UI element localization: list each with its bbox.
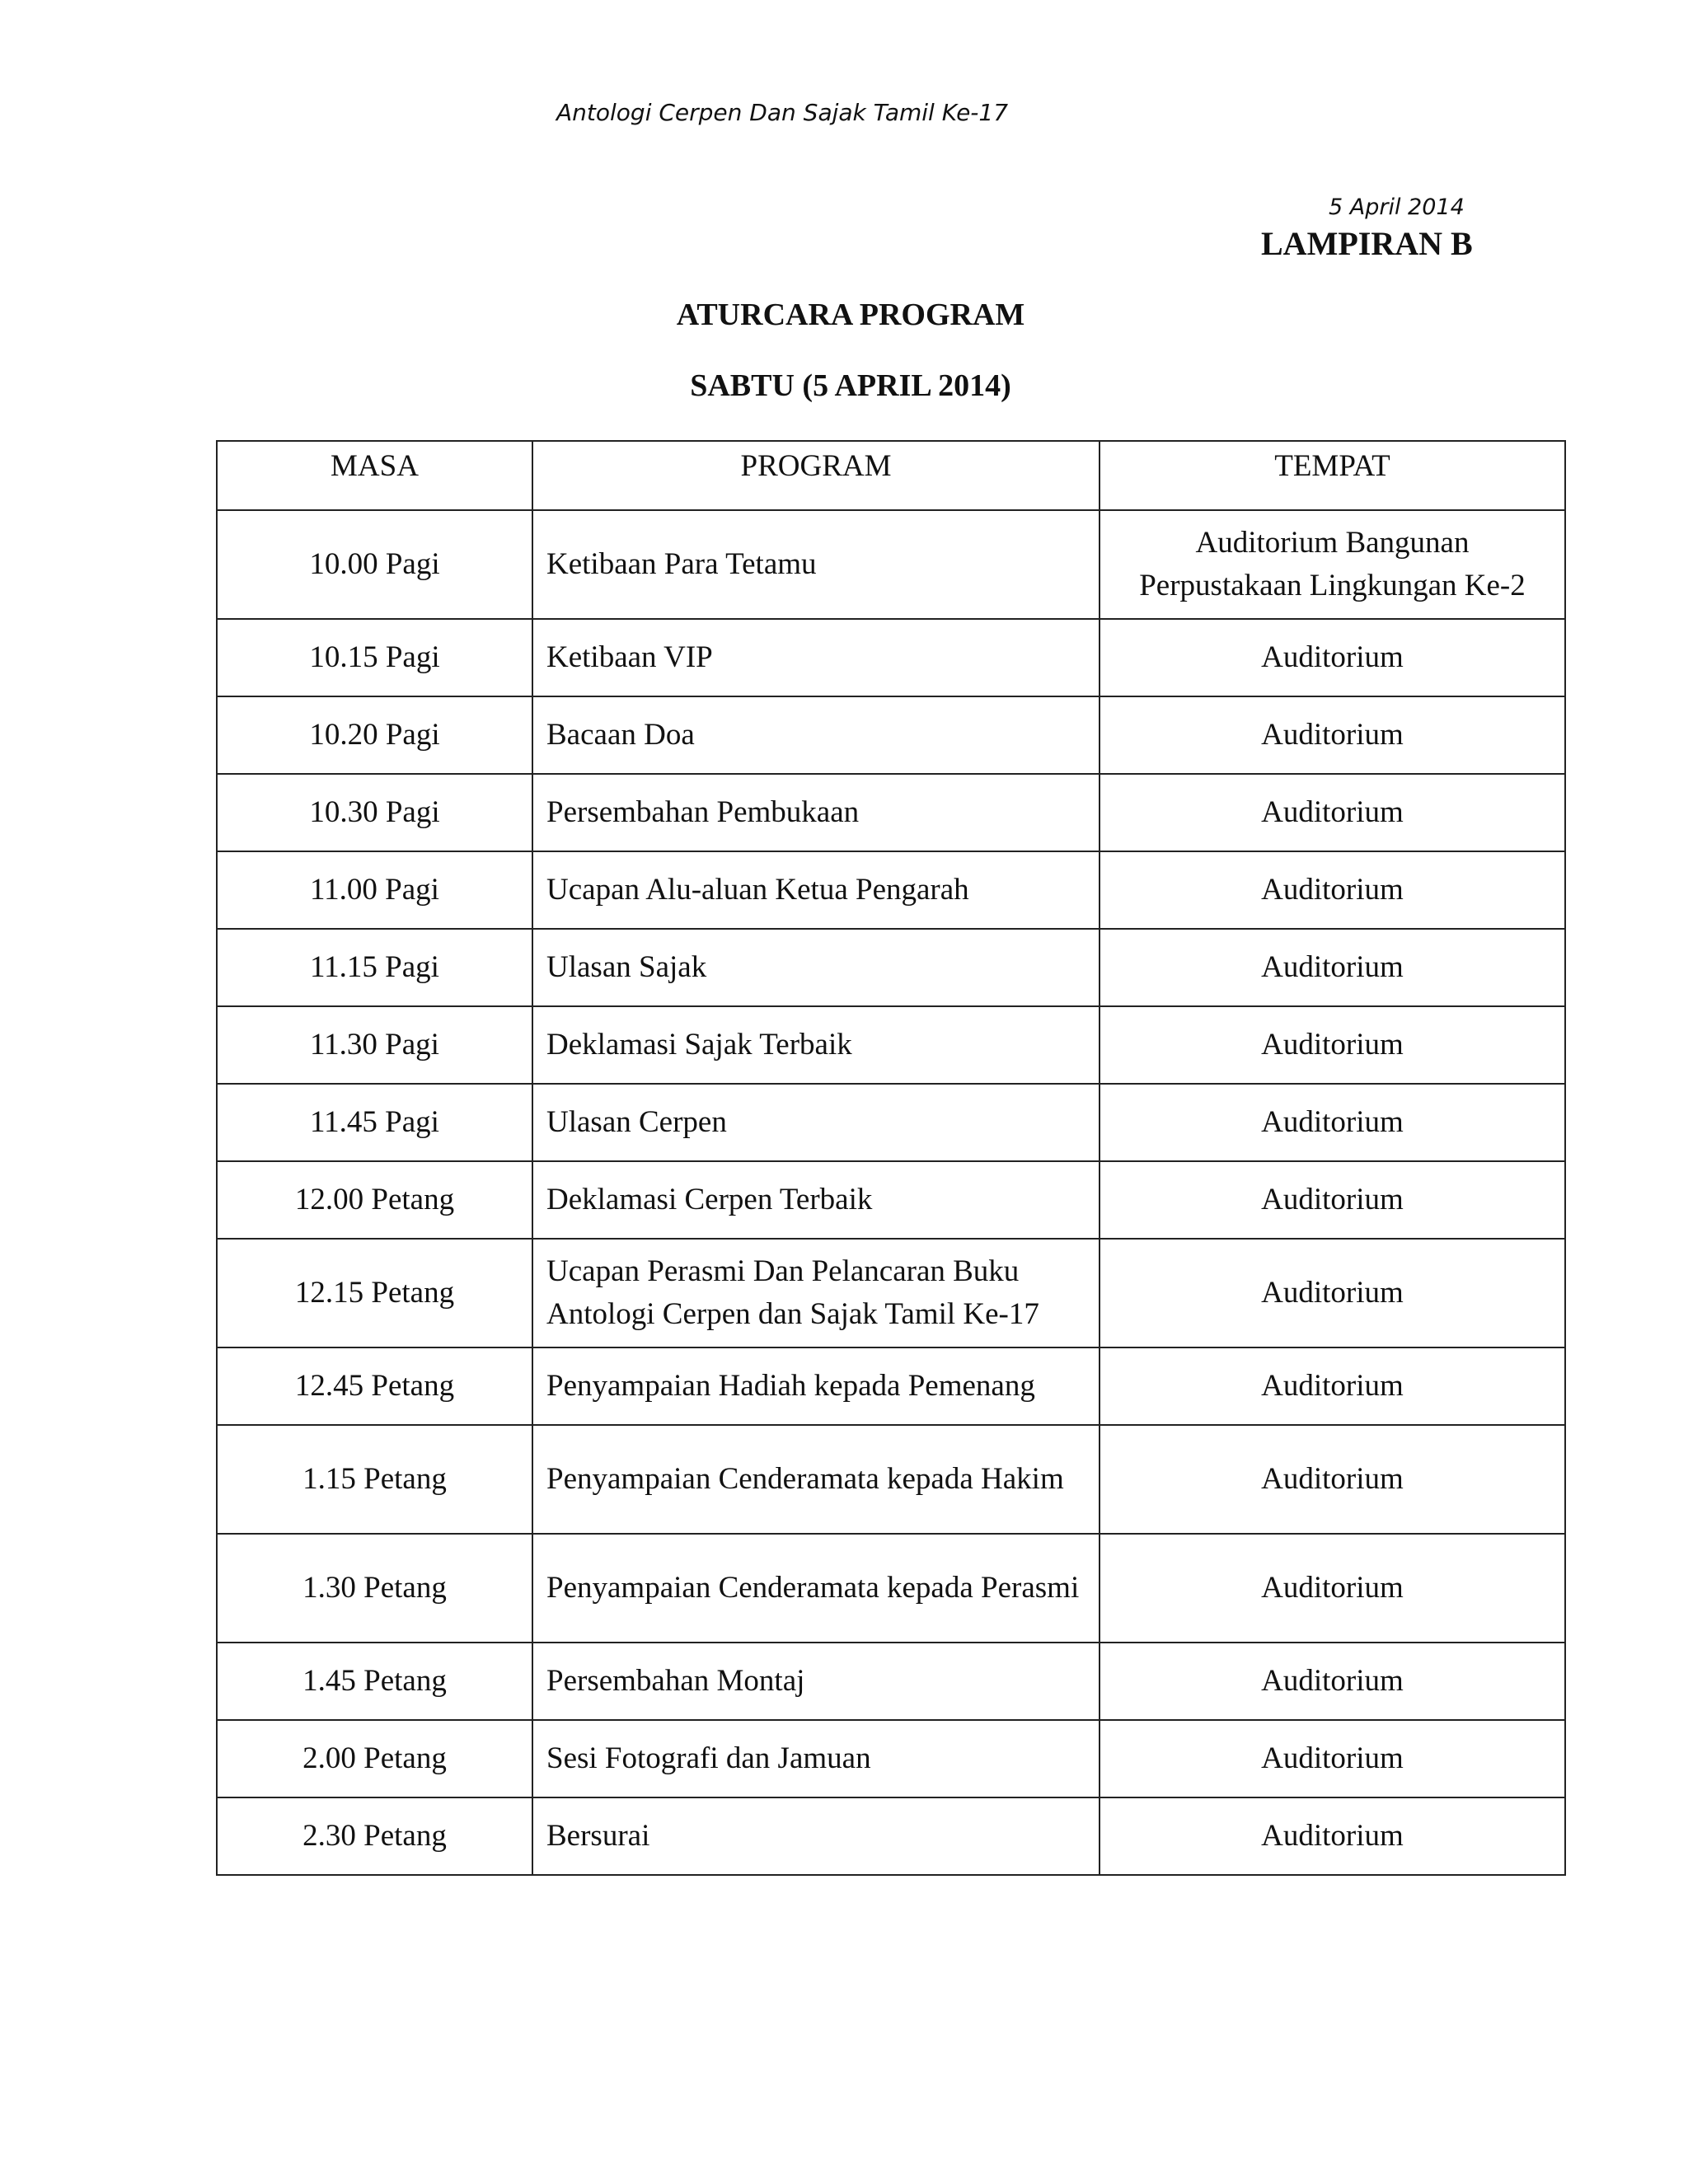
cell-tempat: Auditorium	[1100, 1239, 1565, 1347]
table-row	[217, 1347, 1565, 1425]
table-header-row	[217, 441, 1565, 510]
cell-tempat: Auditorium	[1100, 1006, 1565, 1084]
cell-tempat: Auditorium	[1100, 851, 1565, 929]
cell-program: Ketibaan VIP	[532, 619, 1100, 696]
cell-masa: 12.00 Petang	[217, 1161, 532, 1239]
column-header-tempat: TEMPAT	[1100, 441, 1565, 510]
cell-program: Ulasan Cerpen	[532, 1084, 1100, 1161]
table-row	[217, 510, 1565, 619]
cell-masa: 10.20 Pagi	[217, 696, 532, 774]
cell-program: Ulasan Sajak	[532, 929, 1100, 1006]
table-row	[217, 1006, 1565, 1084]
cell-masa: 2.00 Petang	[217, 1720, 532, 1797]
cell-masa: 11.30 Pagi	[217, 1006, 532, 1084]
cell-tempat: Auditorium	[1100, 1347, 1565, 1425]
table-row	[217, 929, 1565, 1006]
cell-masa: 1.15 Petang	[217, 1425, 532, 1534]
cell-program: Bacaan Doa	[532, 696, 1100, 774]
cell-masa: 10.30 Pagi	[217, 774, 532, 851]
page-title: ATURCARA PROGRAM	[676, 298, 1025, 332]
table-row	[217, 851, 1565, 929]
cell-program: Penyampaian Cenderamata kepada Perasmi	[532, 1534, 1100, 1643]
cell-program: Ucapan Alu-aluan Ketua Pengarah	[532, 851, 1100, 929]
cell-program: Ucapan Perasmi Dan Pelancaran Buku Antologi Cerpen dan Sajak Tamil Ke-17	[532, 1239, 1100, 1347]
table-row	[217, 774, 1565, 851]
running-header: Antologi Cerpen Dan Sajak Tamil Ke-17	[556, 99, 1009, 126]
table-row	[217, 1643, 1565, 1720]
document-date: 5 April 2014	[1329, 194, 1465, 220]
cell-masa: 11.00 Pagi	[217, 851, 532, 929]
cell-tempat: Auditorium	[1100, 696, 1565, 774]
cell-program: Persembahan Montaj	[532, 1643, 1100, 1720]
table-row	[217, 619, 1565, 696]
cell-tempat: Auditorium Bangunan Perpustakaan Lingkungan Ke-2	[1100, 510, 1565, 619]
table-row	[217, 1720, 1565, 1797]
cell-program: Bersurai	[532, 1797, 1100, 1875]
cell-masa: 10.00 Pagi	[217, 510, 532, 619]
cell-masa: 10.15 Pagi	[217, 619, 532, 696]
cell-masa: 1.45 Petang	[217, 1643, 532, 1720]
cell-program: Penyampaian Cenderamata kepada Hakim	[532, 1425, 1100, 1534]
table-row	[217, 1797, 1565, 1875]
schedule-table	[216, 440, 1566, 1876]
cell-tempat: Auditorium	[1100, 774, 1565, 851]
cell-program: Ketibaan Para Tetamu	[532, 510, 1100, 619]
cell-tempat: Auditorium	[1100, 1161, 1565, 1239]
page-subtitle: SABTU (5 APRIL 2014)	[690, 368, 1011, 403]
table-row	[217, 1084, 1565, 1161]
cell-masa: 2.30 Petang	[217, 1797, 532, 1875]
cell-masa: 1.30 Petang	[217, 1534, 532, 1643]
cell-tempat: Auditorium	[1100, 929, 1565, 1006]
table-row	[217, 1161, 1565, 1239]
cell-tempat: Auditorium	[1100, 1720, 1565, 1797]
cell-masa: 12.15 Petang	[217, 1239, 532, 1347]
cell-program: Deklamasi Cerpen Terbaik	[532, 1161, 1100, 1239]
table-row	[217, 696, 1565, 774]
cell-tempat: Auditorium	[1100, 1797, 1565, 1875]
cell-program: Penyampaian Hadiah kepada Pemenang	[532, 1347, 1100, 1425]
cell-masa: 11.45 Pagi	[217, 1084, 532, 1161]
cell-masa: 12.45 Petang	[217, 1347, 532, 1425]
cell-program: Sesi Fotografi dan Jamuan	[532, 1720, 1100, 1797]
cell-program: Deklamasi Sajak Terbaik	[532, 1006, 1100, 1084]
column-header-program: PROGRAM	[532, 441, 1100, 510]
cell-tempat: Auditorium	[1100, 1084, 1565, 1161]
cell-masa: 11.15 Pagi	[217, 929, 532, 1006]
table-row	[217, 1239, 1565, 1347]
column-header-masa: MASA	[217, 441, 532, 510]
cell-program: Persembahan Pembukaan	[532, 774, 1100, 851]
cell-tempat: Auditorium	[1100, 1534, 1565, 1643]
cell-tempat: Auditorium	[1100, 1425, 1565, 1534]
cell-tempat: Auditorium	[1100, 1643, 1565, 1720]
table-row	[217, 1534, 1565, 1643]
table-row	[217, 1425, 1565, 1534]
cell-tempat: Auditorium	[1100, 619, 1565, 696]
appendix-label: LAMPIRAN B	[1261, 225, 1473, 262]
